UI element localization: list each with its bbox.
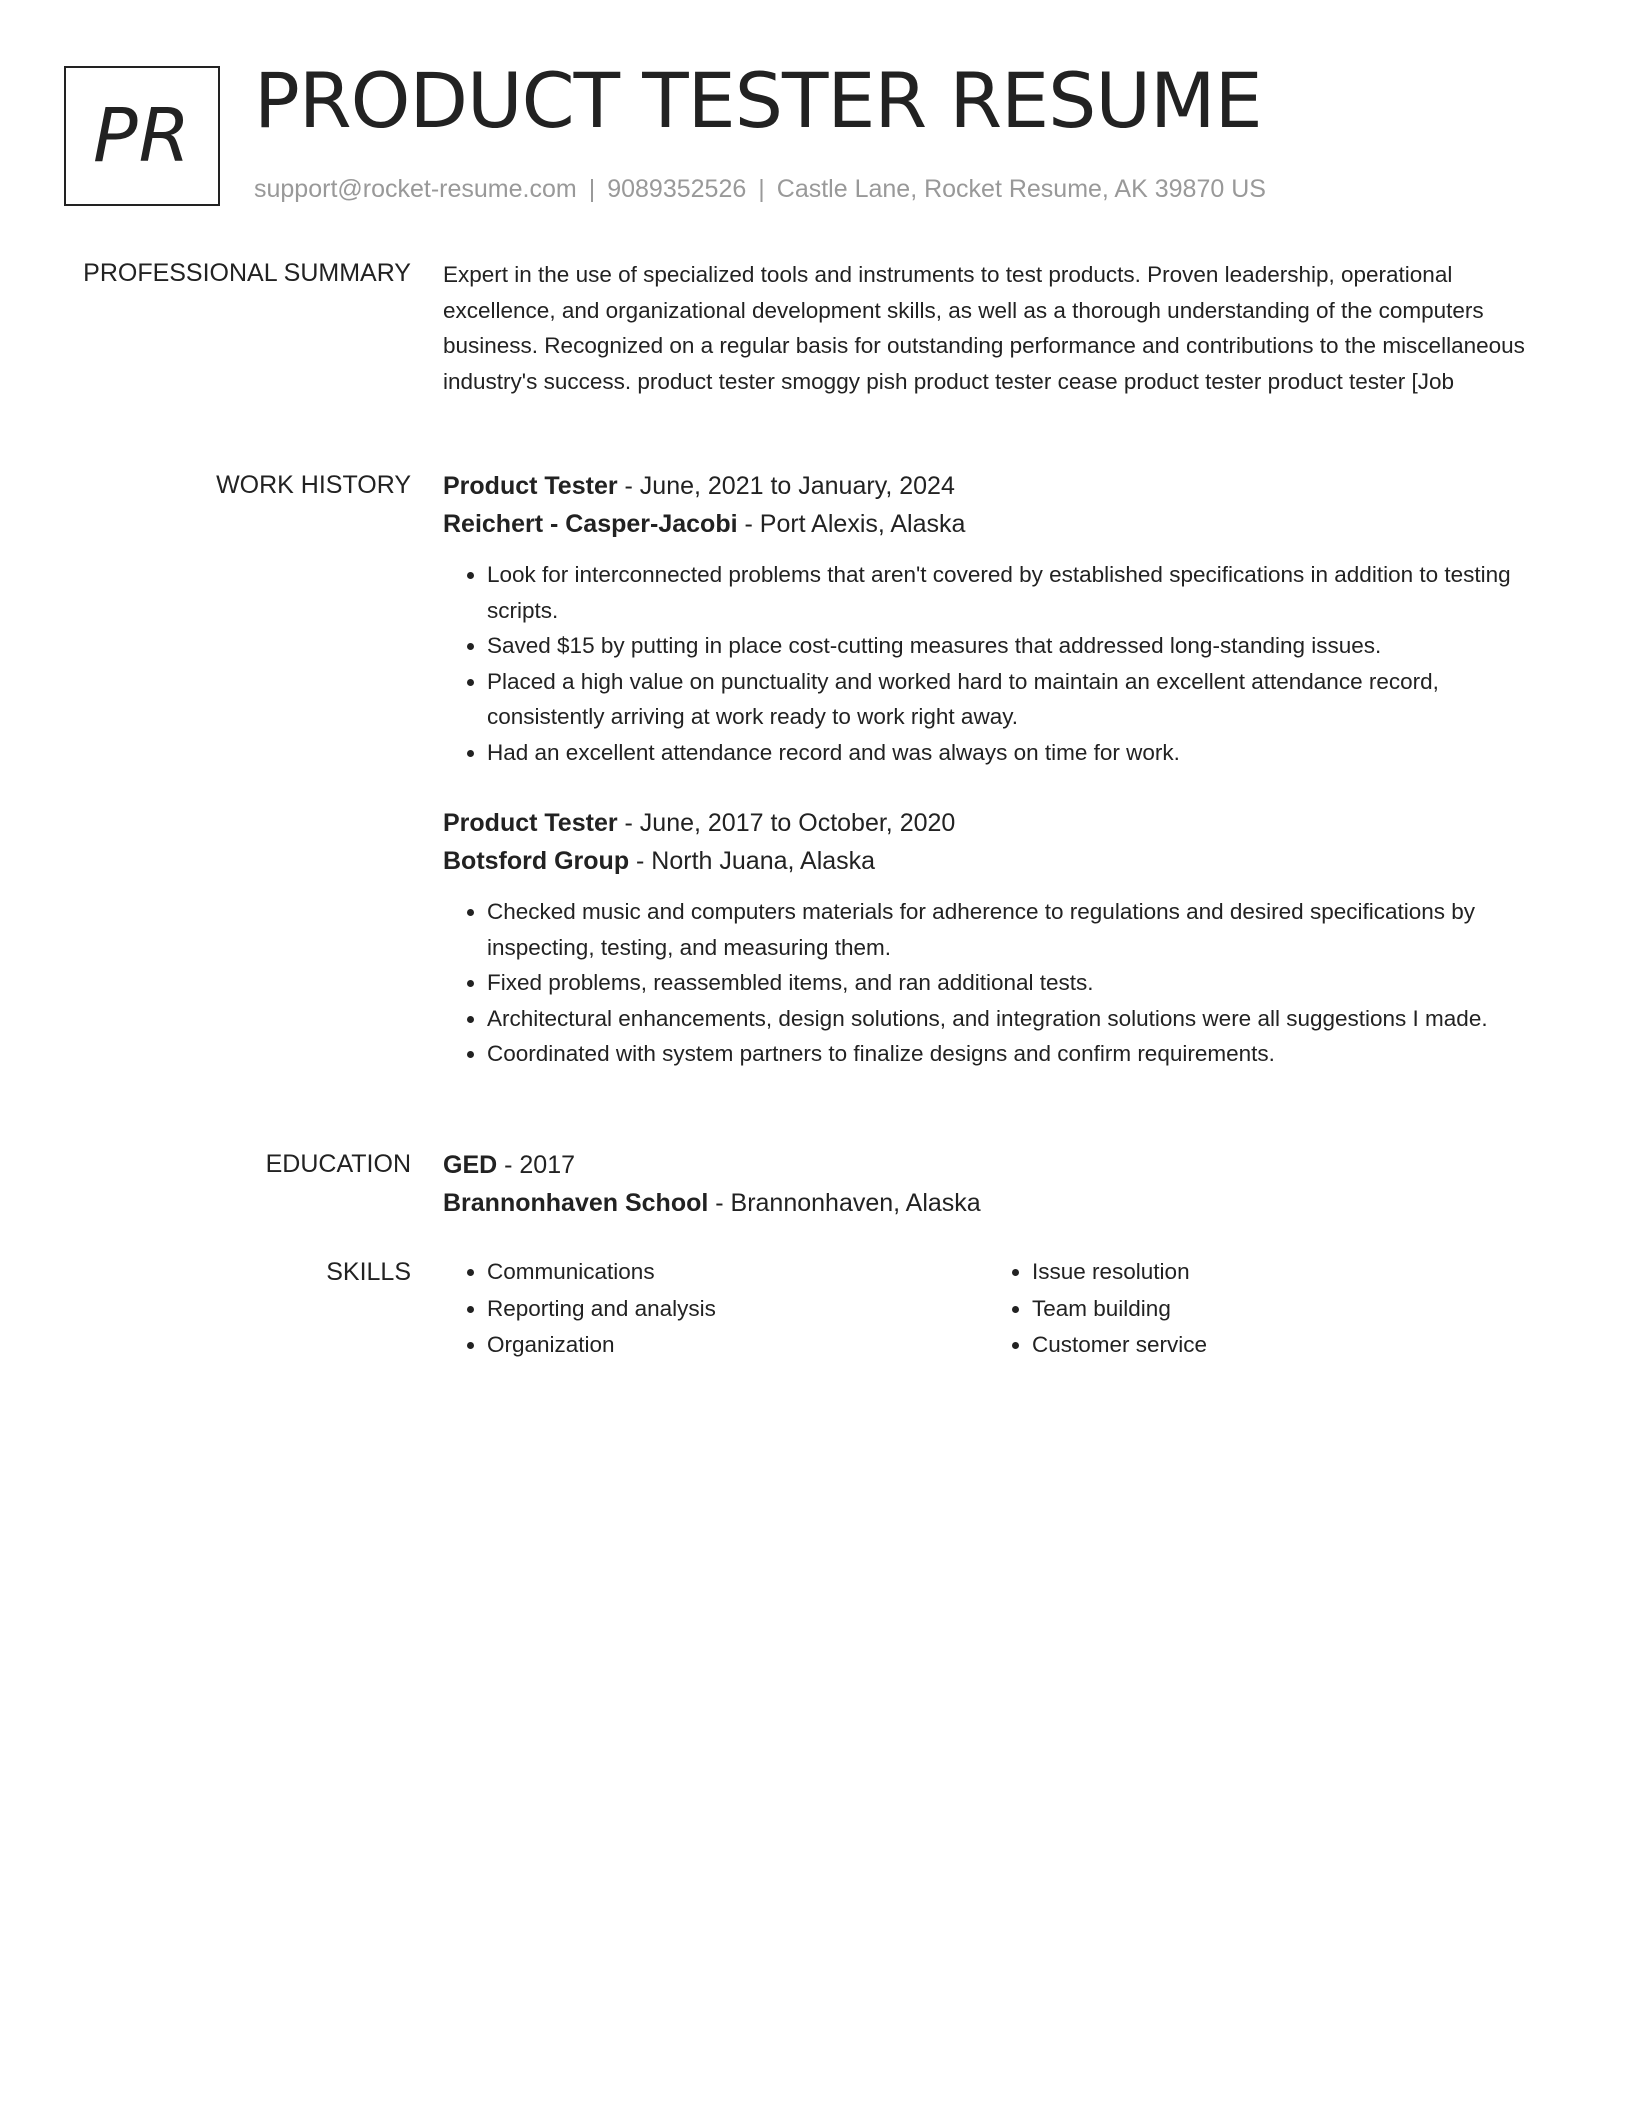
summary-label: PROFESSIONAL SUMMARY <box>83 259 411 287</box>
job-bullet: • Coordinated with system partners to finalize designs and confirm requirements. <box>487 1036 1555 1072</box>
degree-year: - 2017 <box>497 1151 576 1179</box>
job-company: Reichert - Casper-Jacobi <box>443 510 738 538</box>
contact-line <box>254 172 1266 206</box>
job-company: Botsford Group <box>443 847 630 875</box>
skill-item: • Communications <box>487 1254 988 1291</box>
job-title-line <box>443 467 1555 505</box>
job-title: Product Tester <box>443 809 618 837</box>
skills-label: SKILLS <box>326 1258 411 1286</box>
work-history-body <box>443 467 1555 1106</box>
job-company-line <box>443 842 1555 880</box>
job-entry <box>443 804 1555 1072</box>
contact-separator: | <box>588 175 596 203</box>
job-title-line <box>443 804 1555 842</box>
job-bullet: • Checked music and computers materials for adherence to regulations and desired specifications by inspecting, testing, and measuring them. <box>487 894 1555 965</box>
job-bullet: • Architectural enhancements, design solutions, and integration solutions were all suggestions I made. <box>487 1001 1555 1037</box>
job-bullet: • Fixed problems, reassembled items, and ran additional tests. <box>487 965 1555 1001</box>
summary-text: Expert in the use of specialized tools and instruments to test products. Proven leadership, operational excellence, and organizational development skills, as well as a thorough understanding of the computers business. Recognized on a regular basis for outstanding performance and contributions to the miscellaneous industry's success. product tester smoggy pish product tester cease product tester product tester [Job <box>443 262 1525 394</box>
job-bullet: • Saved $15 by putting in place cost-cutting measures that addressed long-standing issues. <box>487 628 1555 664</box>
job-bullets <box>443 894 1555 1072</box>
job-bullet: • Look for interconnected problems that aren't covered by established specifications in addition to testing scripts. <box>487 557 1555 628</box>
school-line <box>443 1184 1555 1222</box>
skills-list <box>988 1254 1533 1364</box>
job-bullets <box>443 557 1555 770</box>
school-location: - Brannonhaven, Alaska <box>708 1189 981 1217</box>
job-entry <box>443 467 1555 770</box>
skill-item: • Customer service <box>1032 1327 1533 1364</box>
skill-item: • Issue resolution <box>1032 1254 1533 1291</box>
job-company-line <box>443 505 1555 543</box>
summary-body <box>443 257 1555 399</box>
skills-grid <box>443 1254 1555 1364</box>
monogram-text: PR <box>92 93 192 179</box>
skills-body <box>443 1254 1555 1364</box>
degree-line <box>443 1146 1555 1184</box>
resume-title: PRODUCT TESTER RESUME <box>254 56 1262 145</box>
contact-phone: 9089352526 <box>607 175 747 203</box>
contact-email: support@rocket-resume.com <box>254 175 577 203</box>
contact-address: Castle Lane, Rocket Resume, AK 39870 US <box>776 175 1266 203</box>
skills-list <box>443 1254 988 1364</box>
job-location: - North Juana, Alaska <box>629 847 876 875</box>
degree-name: GED <box>443 1151 498 1179</box>
skill-item: • Organization <box>487 1327 988 1364</box>
job-bullet: • Placed a high value on punctuality and worked hard to maintain an excellent attendance record, consistently arriving at work ready to work right away. <box>487 664 1555 735</box>
education-label: EDUCATION <box>265 1150 411 1178</box>
monogram-box <box>64 66 220 206</box>
job-title: Product Tester <box>443 472 618 500</box>
skill-item: • Reporting and analysis <box>487 1291 988 1328</box>
work-history-label: WORK HISTORY <box>216 471 411 499</box>
job-dates: - June, 2021 to January, 2024 <box>617 472 955 500</box>
job-dates: - June, 2017 to October, 2020 <box>617 809 956 837</box>
job-bullet: • Had an excellent attendance record and was always on time for work. <box>487 735 1555 771</box>
skills-column-right <box>988 1254 1533 1364</box>
skills-column-left <box>443 1254 988 1364</box>
education-body <box>443 1146 1555 1222</box>
skill-item: • Team building <box>1032 1291 1533 1328</box>
contact-separator: | <box>758 175 765 203</box>
job-location: - Port Alexis, Alaska <box>737 510 966 538</box>
school-name: Brannonhaven School <box>443 1189 709 1217</box>
